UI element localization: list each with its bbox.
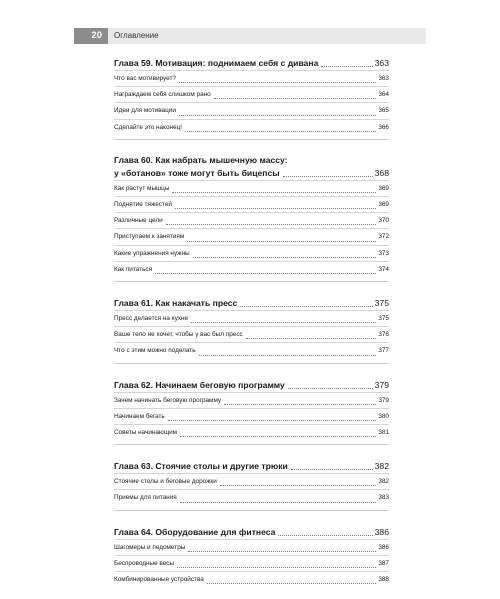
section-entry[interactable] [114, 408, 389, 424]
section-title: Комбинированные устройства [114, 576, 204, 584]
dot-leader [278, 535, 372, 536]
section-title: Как растут мышцы [114, 184, 170, 192]
section-entry[interactable] [114, 571, 389, 587]
chapter-entry[interactable] [114, 519, 389, 539]
section-page: 373 [378, 249, 389, 257]
section-title: Советы начинающим [114, 429, 178, 437]
dot-leader [283, 176, 373, 177]
chapter-page: 382 [374, 461, 389, 472]
chapter-page: 363 [374, 58, 389, 68]
chapter-title: Глава 59. Мотивация: поднимаем себя с дивана [114, 58, 319, 68]
section-title: Поднятие тяжестей [114, 201, 172, 209]
dot-leader [172, 192, 376, 193]
chapter-entry[interactable] [114, 372, 389, 392]
dot-leader [168, 420, 377, 421]
dot-leader [180, 502, 377, 503]
section-entry[interactable] [114, 326, 389, 342]
section-page: 376 [378, 331, 389, 339]
chapter-entry[interactable] [114, 453, 389, 473]
section-page: 370 [378, 217, 389, 225]
section-entry[interactable] [114, 86, 389, 102]
dot-leader [179, 115, 376, 116]
chapter-block [114, 372, 389, 446]
dot-leader [175, 208, 376, 209]
dot-leader [199, 355, 377, 356]
chapter-page: 368 [374, 167, 389, 178]
section-title: Пресс делается на кухне [114, 315, 189, 323]
section-page: 364 [378, 91, 389, 99]
chapter-entry[interactable] [114, 166, 389, 180]
section-title: Шагомеры и педометры [114, 543, 186, 551]
dot-leader [185, 131, 376, 132]
section-entry[interactable] [114, 392, 389, 408]
section-page: 380 [378, 412, 389, 420]
dot-leader [288, 388, 373, 389]
section-page: 375 [378, 315, 389, 323]
chapter-title: Глава 63. Стоячие столы и другие трюки [114, 461, 288, 472]
section-entry[interactable] [114, 119, 389, 135]
dot-leader [191, 322, 376, 323]
dot-leader [240, 306, 372, 307]
chapter-block [114, 453, 389, 510]
section-entry[interactable] [114, 196, 389, 212]
section-page: 383 [378, 494, 389, 502]
section-title: Начинаем бегать [114, 412, 165, 420]
dot-leader [188, 551, 376, 552]
chapter-page: 379 [374, 379, 389, 390]
section-entry[interactable] [114, 555, 389, 571]
section-entry[interactable] [114, 473, 389, 489]
section-title: Идеи для мотивации [114, 107, 176, 115]
section-entry[interactable] [114, 228, 389, 244]
dot-leader [155, 273, 376, 274]
section-entry[interactable] [114, 342, 389, 358]
section-entry[interactable] [114, 102, 389, 118]
section-title: Зачем начинать беговую программу [114, 396, 222, 404]
section-title: Что с этим можно поделать [114, 347, 196, 355]
section-entry[interactable] [114, 70, 389, 86]
dot-leader [321, 66, 372, 67]
section-title: Сделайте это наконец! [114, 123, 183, 131]
section-page: 377 [378, 347, 389, 355]
chapter-title: Глава 62. Начинаем беговую программу [114, 379, 285, 390]
section-title: Награждаем себя слишком рано [114, 91, 211, 99]
running-header-title: Оглавление [114, 31, 159, 40]
section-page: 386 [378, 543, 389, 551]
chapter-title: Глава 64. Оборудование для фитнеса [114, 526, 276, 537]
section-entry[interactable] [114, 539, 389, 555]
dot-leader [291, 469, 373, 470]
dot-leader [177, 567, 376, 568]
section-entry[interactable] [114, 245, 389, 261]
section-title: Ваше тело не хочет, чтобы у вас был пресс [114, 331, 243, 339]
dot-leader [180, 436, 376, 437]
dot-leader [187, 241, 376, 242]
section-page: 366 [378, 123, 389, 131]
dot-leader [166, 224, 377, 225]
section-page: 369 [378, 184, 389, 192]
section-title: Стоячие столы и беговые дорожки [114, 478, 217, 486]
section-page: 374 [378, 265, 389, 273]
table-of-contents [114, 50, 389, 599]
section-entry[interactable] [114, 212, 389, 228]
section-page: 365 [378, 107, 389, 115]
section-page: 382 [378, 478, 389, 486]
chapter-page: 375 [374, 298, 389, 309]
dot-leader [207, 583, 377, 584]
dot-leader [193, 257, 377, 258]
section-title: Какие упражнения нужны [114, 249, 190, 257]
section-title: Приступаем к занятиям [114, 233, 185, 241]
section-page: 387 [378, 559, 389, 567]
dot-leader [179, 82, 376, 83]
section-page: 363 [378, 75, 389, 82]
chapter-page: 386 [374, 526, 389, 537]
section-title: Приемы для питания [114, 494, 177, 502]
section-entry[interactable] [114, 424, 389, 440]
section-title: Беспроводные весы [114, 559, 175, 567]
chapter-block [114, 519, 389, 592]
chapter-block [114, 290, 389, 364]
section-title: Различные цели [114, 217, 163, 225]
dot-leader [246, 338, 377, 339]
chapter-entry[interactable] [114, 290, 389, 310]
section-page: 372 [378, 233, 389, 241]
page-number: 20 [74, 28, 108, 44]
chapter-title: Глава 61. Как накачать пресс [114, 298, 238, 309]
dot-leader [224, 404, 376, 405]
section-page: 369 [378, 201, 389, 209]
chapter-entry[interactable] [114, 50, 389, 70]
chapter-block [114, 50, 389, 140]
section-title: Как питаться [114, 265, 153, 273]
section-entry[interactable] [114, 180, 389, 196]
section-entry[interactable] [114, 489, 389, 505]
section-page: 388 [378, 576, 389, 584]
running-header [74, 28, 426, 44]
section-page: 379 [378, 396, 389, 404]
section-page: 381 [378, 429, 389, 437]
chapter-title-line[interactable]: Глава 60. Как набрать мышечную массу: [114, 154, 288, 165]
chapter-title: у «ботанов» тоже могут быть бицепсы [114, 167, 280, 178]
section-entry[interactable] [114, 261, 389, 277]
section-title: Что вас мотивирует? [114, 75, 176, 82]
section-entry[interactable] [114, 310, 389, 326]
dot-leader [214, 98, 377, 99]
dot-leader [220, 485, 377, 486]
chapter-block [114, 148, 389, 282]
